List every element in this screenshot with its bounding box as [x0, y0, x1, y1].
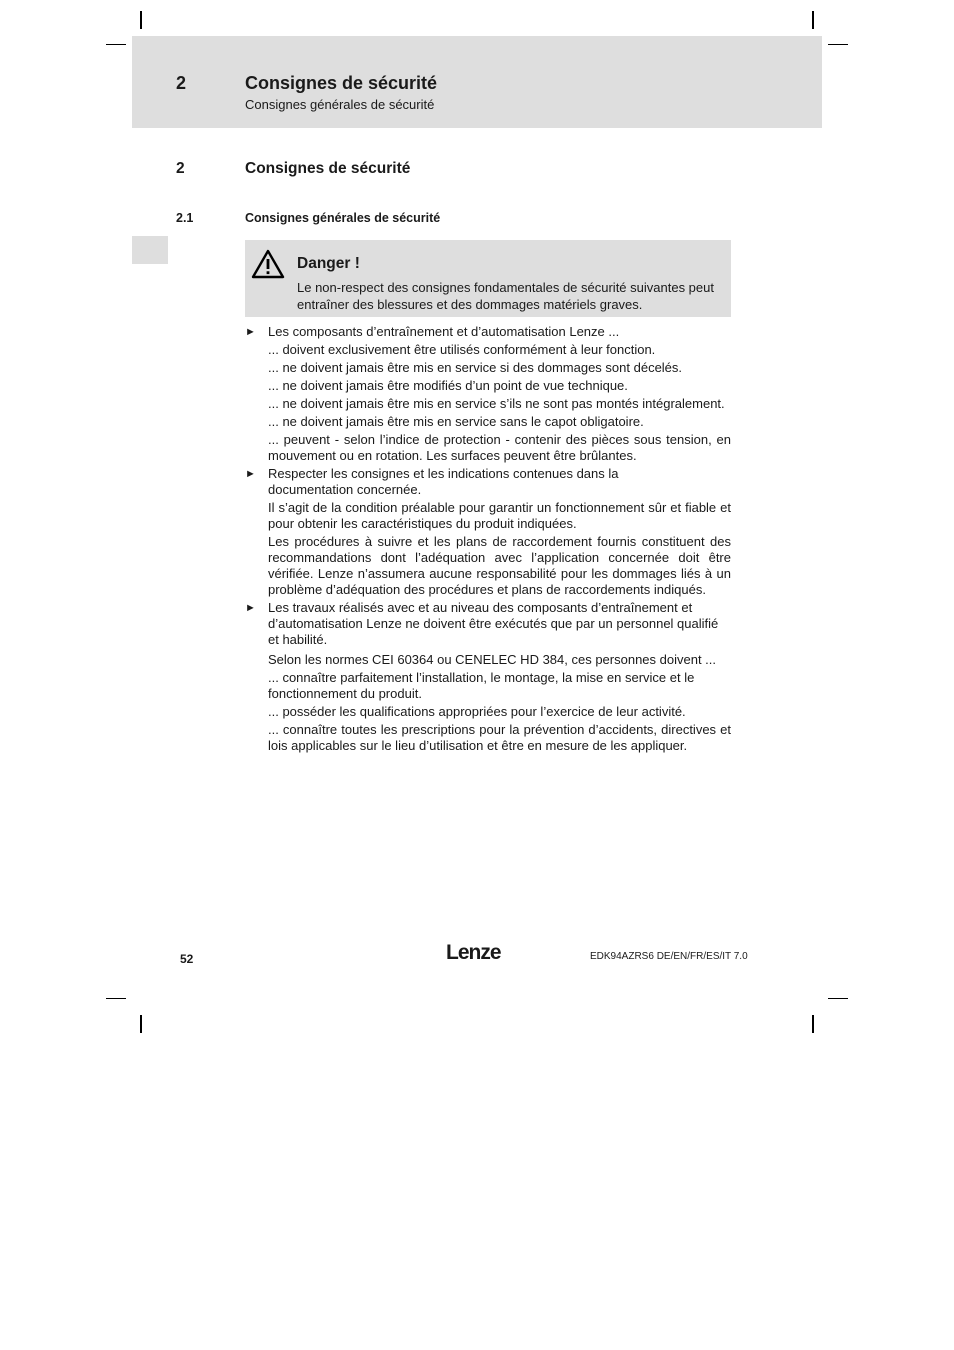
bullet-line: Selon les normes CEI 60364 ou CENELEC HD 384, ces personnes doivent ... — [268, 652, 717, 667]
bullet-lead: Les composants d’entraînement et d’automatisation Lenze ... — [268, 324, 620, 339]
crop-mark — [828, 998, 848, 999]
page-number: 52 — [180, 952, 194, 966]
crop-mark — [812, 11, 814, 29]
bullet-line: ... ne doivent jamais être mis en service si des dommages sont décelés. — [268, 360, 683, 375]
bullet-line: ... posséder les qualifications appropriées pour l’exercice de leur activité. — [268, 704, 686, 719]
crop-mark — [106, 44, 126, 45]
bullet-item — [245, 466, 731, 598]
danger-title: Danger ! — [297, 255, 360, 272]
subsection-title: Consignes générales de sécurité — [245, 211, 441, 225]
bullet-arrow-icon: ► — [245, 326, 256, 338]
bullet-line: ... ne doivent jamais être modifiés d’un point de vue technique. — [268, 378, 628, 393]
bullet-line: ... doivent exclusivement être utilisés conformément à leur fonction. — [268, 342, 656, 357]
bullet-line: ... peuvent - selon l’indice de protection - contenir des pièces sous tension, en mouvement ou en rotation. Les surfaces peuvent être brûlantes. — [268, 432, 731, 463]
crop-mark — [812, 1015, 814, 1033]
header-subtitle: Consignes générales de sécurité — [245, 97, 435, 112]
bullet-line: ... ne doivent jamais être mis en service sans le capot obligatoire. — [268, 414, 644, 429]
crop-mark — [140, 11, 142, 29]
bullet-item — [245, 324, 731, 464]
section-number: 2 — [176, 160, 185, 177]
subsection-number: 2.1 — [176, 211, 194, 225]
side-tab-marker — [132, 236, 168, 264]
lenze-logo: Lenze — [446, 941, 501, 964]
danger-text: Le non-respect des consignes fondamentales de sécurité suivantes peut entraîner des blessures et des dommages matériels graves. — [297, 280, 714, 312]
bullet-lead: Les travaux réalisés avec et au niveau des composants d’entraînement et d’automatisation Lenze ne doivent être exécutés que par un personnel qualifié et habilité. — [268, 600, 719, 647]
bullet-lead: Respecter les consignes et les indications contenues dans la documentation concernée. — [268, 466, 619, 497]
main-content — [245, 322, 731, 756]
header-chapter-title: Consignes de sécurité — [245, 73, 438, 93]
bullet-arrow-icon: ► — [245, 468, 256, 480]
warning-triangle-icon — [251, 249, 285, 279]
bullet-line: ... connaître toutes les prescriptions pour la prévention d’accidents, directives et lois applicables sur le lieu d’utilisation et être en mesure de les appliquer. — [268, 722, 731, 753]
header-chapter-number: 2 — [176, 73, 187, 93]
bullet-arrow-icon: ► — [245, 602, 256, 614]
bullet-line: ... connaître parfaitement l’installation, le montage, la mise en service et le fonctionnement du produit. — [268, 670, 695, 701]
crop-mark — [106, 998, 126, 999]
header-band — [132, 36, 822, 128]
bullet-line: Il s’agit de la condition préalable pour garantir un fonctionnement sûr et fiable et pour obtenir les caractéristiques du produit indiquées. — [268, 500, 731, 531]
document-code: EDK94AZRS6 DE/EN/FR/ES/IT 7.0 — [590, 951, 748, 962]
bullet-line: ... ne doivent jamais être mis en service s’ils ne sont pas montés intégralement. — [268, 396, 725, 411]
crop-mark — [140, 1015, 142, 1033]
bullet-line: Les procédures à suivre et les plans de raccordement fournis constituent des recommandations dont l’adéquation avec l’application concernée doit être vérifiée. Lenze n’assumera aucune responsabilité pour les dommages liés à un problème d’adéquation des procédures et plans de raccordements indiqués. — [268, 534, 731, 597]
danger-notice — [245, 240, 731, 317]
crop-mark — [828, 44, 848, 45]
bullet-item — [245, 600, 731, 754]
section-title: Consignes de sécurité — [245, 160, 411, 177]
